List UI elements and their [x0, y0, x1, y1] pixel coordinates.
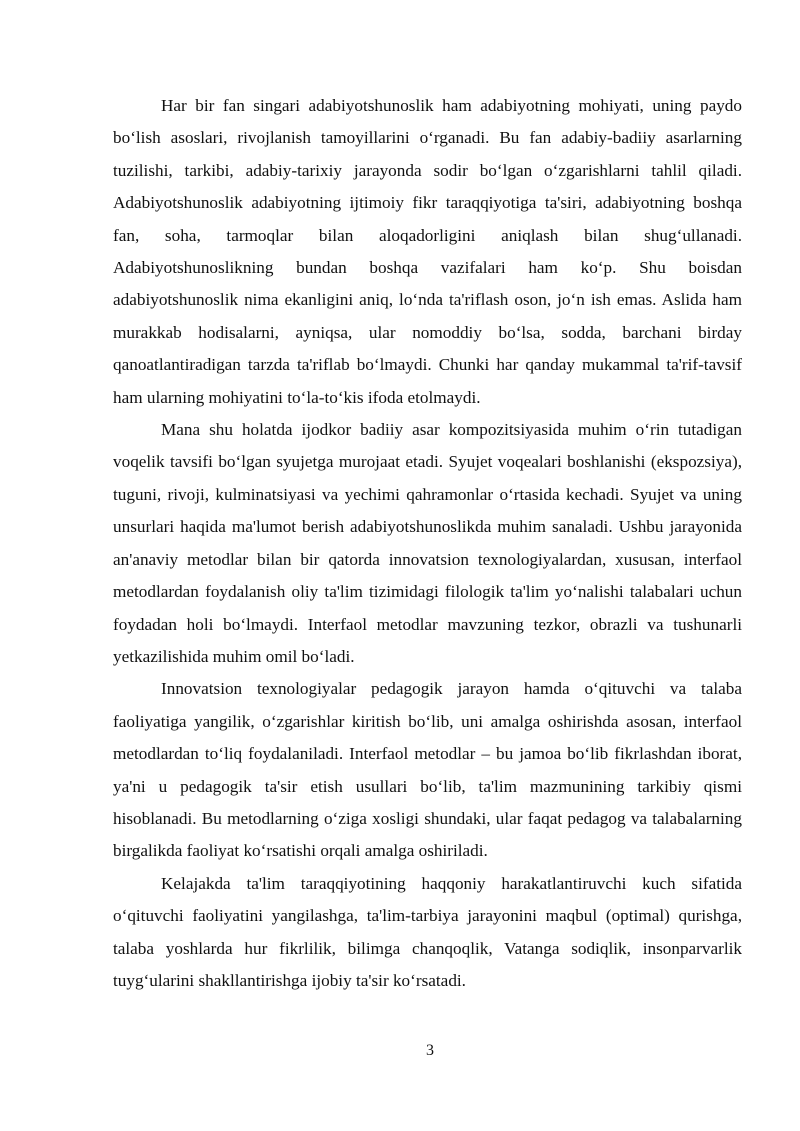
paragraph-4: Kelajakda ta'lim taraqqiyotining haqqoniy harakatlantiruvchi kuch sifatida o‘qituvchi faoliyatini yangilashga, ta'lim-tarbiya jarayonini maqbul (optimal) qurishga, talaba yoshlarda hur fikrlilik, bilimga chanqoqlik, Vatanga sodiqlik, insonparvarlik tuyg‘ularini shakllantirishga ijobiy ta'sir ko‘rsatadi.: [113, 873, 742, 990]
paragraph-1: Har bir fan singari adabiyotshunoslik ham adabiyotning mohiyati, uning paydo bo‘lish asoslari, rivojlanish tamoyillarini o‘rganadi. Bu fan adabiy-badiiy asarlarning tuzilishi, tarkibi, adabiy-tarixiy jarayonda sodir bo‘lgan o‘zgarishlarni tahlil qiladi. Adabiyotshunoslik adabiyotning ijtimoiy fikr taraqqiyotiga ta'siri, adabiyotning boshqa fan, soha, tarmoqlar bilan aloqadorligini aniqlash bilan shug‘ullanadi. Adabiyotshunoslikning bundan boshqa vazifalari ham ko‘p. Shu boisdan adabiyotshunoslik nima ekanligini aniq, lo‘nda ta'riflash oson, jo‘n ish emas. Aslida ham murakkab hodisalarni, ayniqsa, ular nomoddiy bo‘lsa, sodda, barchani birday qanoatlantiradigan tarzda ta'riflab bo‘lmaydi. Chunki har qanday mukammal ta'rif-tavsif ham ularning mohiyatini to‘la-to‘kis ifoda etolmaydi.: [113, 96, 742, 407]
paragraph-2: Mana shu holatda ijodkor badiiy asar kompozitsiyasida muhim o‘rin tutadigan voqelik tavsifi bo‘lgan syujetga murojaat etadi. Syujet voqealari boshlanishi (ekspozsiya), tuguni, rivoji, kulminatsiyasi va yechimi qahramonlar o‘rtasida kechadi. Syujet va uning unsurlari haqida ma'lumot berish adabiyotshunoslikda muhim sanaladi. Ushbu jarayonida an'anaviy metodlar bilan bir qatorda innovatsion texnologiyalardan, xususan, interfaol metodlardan foydalanish oliy ta'lim tizimidagi filologik ta'lim yo‘nalishi talabalari uchun foydadan holi bo‘lmaydi. Interfaol metodlar mavzuning tezkor, obrazli va tushunarli yetkazilishida muhim omil bo‘ladi.: [113, 420, 742, 666]
paragraph-3: Innovatsion texnologiyalar pedagogik jarayon hamda o‘qituvchi va talaba faoliyatiga yangilik, o‘zgarishlar kiritish bo‘lib, uni amalga oshirishda asosan, interfaol metodlardan to‘liq foydalaniladi. Interfaol metodlar – bu jamoa bo‘lib fikrlashdan iborat, ya'ni u pedagogik ta'sir etish usullari bo‘lib, ta'lim mazmunining tarkibiy qismi hisoblanadi. Bu metodlarning o‘ziga xosligi shundaki, ular faqat pedagog va talabalarning birgalikda faoliyat ko‘rsatishi orqali amalga oshiriladi.: [113, 679, 742, 861]
page-number: 3: [426, 1042, 434, 1059]
body-text: [113, 90, 742, 997]
